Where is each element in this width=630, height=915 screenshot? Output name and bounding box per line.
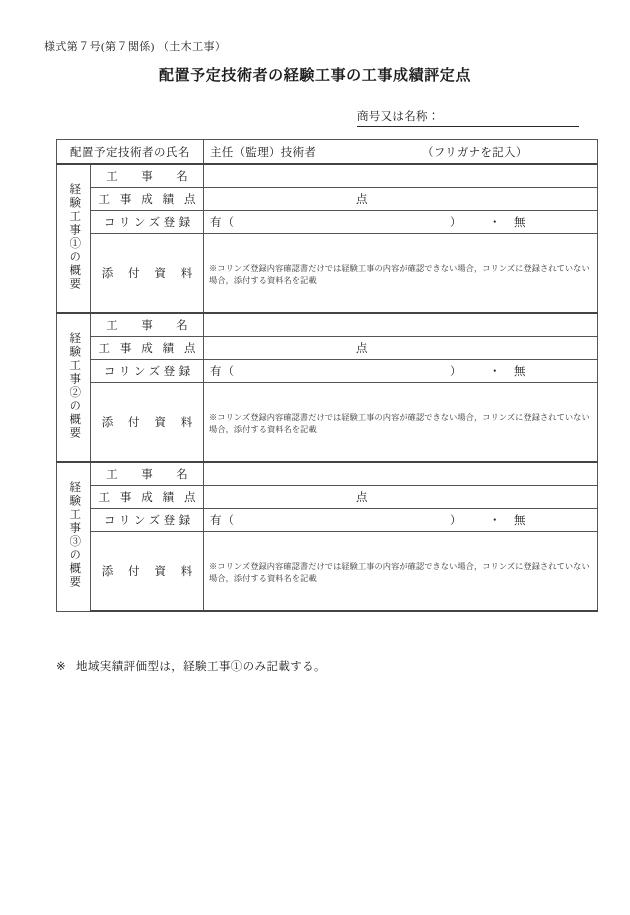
vertical-label-text: 経験工事②の概要 [68, 332, 81, 440]
attachment-input-1[interactable] [204, 234, 598, 314]
corins-choice-3[interactable] [204, 509, 598, 532]
point-unit-label: 点 [356, 343, 368, 355]
work-score-input-1[interactable] [204, 188, 598, 211]
corins-yes-option[interactable]: 有（ [210, 366, 235, 378]
block-vertical-label-1 [57, 164, 91, 313]
attachment-label-3: 添 付 資 料 [91, 532, 204, 612]
corins-label-3: コリンズ登録 [91, 509, 204, 532]
table-row [57, 313, 598, 337]
work-score-input-2[interactable] [204, 337, 598, 360]
attachment-label-2: 添 付 資 料 [91, 383, 204, 463]
corins-separator: ・ [489, 217, 501, 229]
furigana-hint-label: （フリガナを記入） [422, 146, 528, 159]
corins-paren-close: ） [450, 217, 462, 229]
table-row [57, 486, 598, 509]
block-vertical-label-2 [57, 313, 91, 462]
work-score-label-2: 工 事 成 績 点 [91, 337, 204, 360]
corins-choice-2[interactable] [204, 360, 598, 383]
corins-separator: ・ [489, 515, 501, 527]
work-name-label-2: 工 事 名 [91, 313, 204, 337]
footer-note-text: 地域実績評価型は，経験工事①のみ記載する。 [76, 661, 326, 673]
corins-choice-1[interactable] [204, 211, 598, 234]
work-score-label-3: 工 事 成 績 点 [91, 486, 204, 509]
corins-yes-option[interactable]: 有（ [210, 515, 235, 527]
work-score-label-1: 工 事 成 績 点 [91, 188, 204, 211]
table-row [57, 164, 598, 188]
corins-no-option[interactable]: 無 [514, 366, 526, 378]
table-row [57, 234, 598, 314]
footer-note-mark: ※ [56, 661, 67, 673]
table-header-row [57, 140, 598, 165]
corins-paren-close: ） [450, 515, 462, 527]
work-name-label-1: 工 事 名 [91, 164, 204, 188]
footer-note [56, 658, 326, 674]
work-name-input-3[interactable] [204, 462, 598, 486]
page-title: 配置予定技術者の経験工事の工事成績評定点 [158, 68, 471, 84]
engineer-type-label: 主任（監理）技術者 [210, 146, 317, 159]
form-code-label: 様式第７号(第７関係) （土木工事） [44, 41, 227, 53]
attachment-note-3: ※コリンズ登録内容確認書だけでは経験工事の内容が確認できない場合，コリンズに登録されていない場合，添付する資料名を記載 [209, 561, 590, 583]
table-row [57, 337, 598, 360]
engineer-name-value-cell[interactable] [204, 140, 598, 165]
table-row [57, 360, 598, 383]
table-row [57, 532, 598, 612]
corins-separator: ・ [489, 366, 501, 378]
corins-paren-close: ） [450, 366, 462, 378]
engineer-name-header: 配置予定技術者の氏名 [57, 140, 204, 165]
work-score-input-3[interactable] [204, 486, 598, 509]
vertical-label-text: 経験工事①の概要 [68, 183, 81, 291]
table-row [57, 188, 598, 211]
corins-yes-option[interactable]: 有（ [210, 217, 235, 229]
work-name-label-3: 工 事 名 [91, 462, 204, 486]
table-row [57, 211, 598, 234]
attachment-label-1: 添 付 資 料 [91, 234, 204, 314]
vertical-label-text: 経験工事③の概要 [68, 481, 81, 590]
corins-no-option[interactable]: 無 [514, 217, 526, 229]
attachment-input-2[interactable] [204, 383, 598, 463]
block-vertical-label-3 [57, 462, 91, 611]
attachment-input-3[interactable] [204, 532, 598, 612]
company-name-field[interactable]: 商号又は名称： [357, 108, 579, 127]
attachment-note-2: ※コリンズ登録内容確認書だけでは経験工事の内容が確認できない場合，コリンズに登録されていない場合，添付する資料名を記載 [209, 412, 590, 434]
experience-works-table [56, 139, 598, 612]
table-row [57, 509, 598, 532]
table-row [57, 462, 598, 486]
work-name-input-2[interactable] [204, 313, 598, 337]
attachment-note-1: ※コリンズ登録内容確認書だけでは経験工事の内容が確認できない場合，コリンズに登録されていない場合，添付する資料名を記載 [209, 263, 590, 285]
point-unit-label: 点 [356, 492, 368, 504]
corins-label-2: コリンズ登録 [91, 360, 204, 383]
point-unit-label: 点 [356, 194, 368, 206]
table-row [57, 383, 598, 463]
work-name-input-1[interactable] [204, 164, 598, 188]
corins-label-1: コリンズ登録 [91, 211, 204, 234]
corins-no-option[interactable]: 無 [514, 515, 526, 527]
